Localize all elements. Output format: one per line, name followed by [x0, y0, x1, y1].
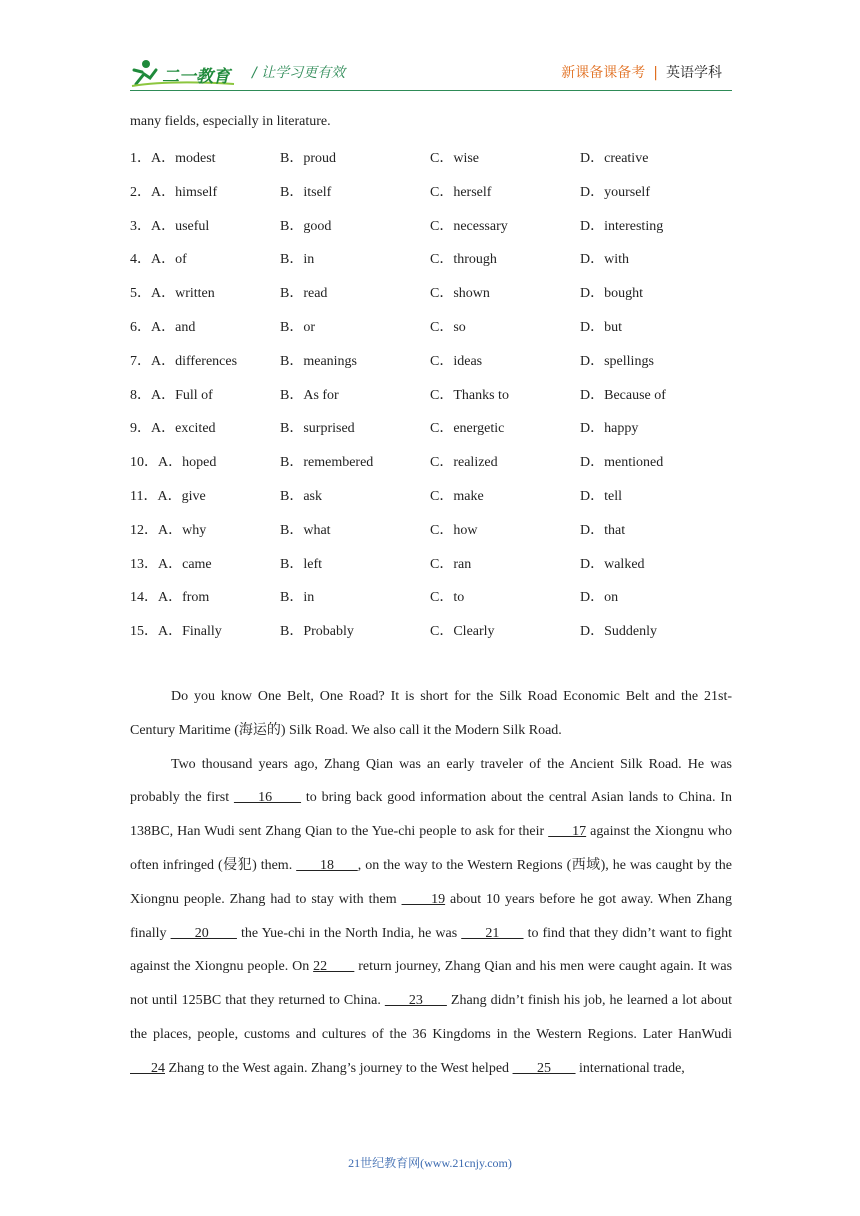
- intro-fragment: many fields, especially in literature.: [130, 114, 331, 129]
- passage-text: Zhang didn’t finish his job, he learned a lot about the places, people, customs and cultures of the 36 Kingdoms in the Western Regions. Later HanWudi: [130, 993, 733, 1042]
- option-row: [130, 147, 730, 167]
- option-a: 1．A．modest: [130, 151, 216, 166]
- option-c: C．so: [430, 320, 466, 335]
- option-c: C．ideas: [430, 353, 483, 369]
- passage-text: to bring back good information about the central Asian lands to China. In 138BC, Han Wudi sent Zhang Qian to the Yue-chi people to ask for their: [130, 790, 733, 840]
- passage-text: international trade,: [575, 1060, 685, 1076]
- option-b: B．itself: [280, 184, 332, 200]
- option-a: 8．A．Full of: [130, 387, 213, 403]
- option-a: 7．A．differences: [130, 353, 238, 369]
- option-row: [130, 620, 730, 640]
- option-b: B．left: [280, 556, 322, 572]
- option-a: 6．A．and: [130, 320, 196, 335]
- option-c: C．how: [430, 522, 478, 538]
- option-b: B．As for: [280, 387, 339, 403]
- option-c: C．realized: [430, 455, 498, 471]
- option-d: D．spellings: [580, 353, 654, 369]
- option-c: C．herself: [430, 184, 492, 200]
- answer-blank: 19: [401, 891, 446, 907]
- option-d: D．Suddenly: [580, 624, 657, 640]
- passage-text: the Yue-chi in the North India, he was: [236, 925, 462, 941]
- header-separator: |: [653, 65, 658, 81]
- passage-paragraph-1: Do you know One Belt, One Road? It is short for the Silk Road Economic Belt and the 21st-Century Maritime (海运的) Silk Road. We also call it the Modern Silk Road.: [130, 689, 732, 738]
- option-a: 5．A．written: [130, 286, 215, 302]
- option-row: [130, 248, 730, 268]
- option-d: D．mentioned: [580, 455, 664, 471]
- option-b: B．surprised: [280, 421, 355, 437]
- logo-text: 二一教育: [162, 67, 230, 87]
- option-a: 13．A．came: [130, 556, 212, 572]
- option-d: D．interesting: [580, 218, 664, 234]
- answer-blank: 21: [461, 925, 524, 941]
- option-c: C．Thanks to: [430, 387, 509, 403]
- option-d: D．bought: [580, 286, 643, 302]
- slogan: / 让学习更有效: [252, 65, 346, 81]
- option-d: D．with: [580, 252, 629, 268]
- option-d: D．on: [580, 590, 619, 606]
- option-b: B．Probably: [280, 624, 354, 640]
- option-a: 15．A．Finally: [130, 624, 222, 640]
- passage-text: to find that they didn’t want to fight against the Xiongnu people. On: [130, 925, 733, 975]
- header-subject-label: 英语学科: [666, 65, 722, 81]
- option-row: [130, 215, 730, 235]
- option-b: B．in: [280, 590, 315, 606]
- option-c: C．ran: [430, 556, 472, 572]
- option-b: B．or: [280, 320, 315, 335]
- option-b: B．in: [280, 252, 315, 268]
- option-c: C．necessary: [430, 218, 508, 234]
- answer-blank: 20: [170, 925, 237, 941]
- option-row: [130, 181, 730, 201]
- option-b: B．proud: [280, 151, 336, 166]
- passage-text: Two thousand years ago, Zhang Qian was an early traveler of the Ancient Silk Road. He was probably the first: [130, 756, 732, 806]
- option-c: C．Clearly: [430, 624, 495, 640]
- page-header: [130, 56, 730, 92]
- passage-text: against the Xiongnu who often infringed (侵犯) them.: [130, 824, 732, 873]
- option-d: D．walked: [580, 556, 645, 572]
- option-row: [130, 485, 730, 505]
- option-row: [130, 282, 730, 302]
- answer-blank: 16: [233, 790, 302, 806]
- option-row: [130, 553, 730, 573]
- option-d: D．yourself: [580, 184, 650, 200]
- option-b: B．remembered: [280, 455, 374, 471]
- option-a: 3．A．useful: [130, 218, 210, 234]
- option-a: 4．A．of: [130, 252, 187, 268]
- option-row: [130, 586, 730, 606]
- header-divider: [130, 90, 732, 91]
- option-b: B．meanings: [280, 353, 357, 369]
- answer-blank: 17: [548, 824, 587, 840]
- option-c: C．make: [430, 489, 484, 504]
- option-a: 12．A．why: [130, 522, 207, 538]
- option-c: C．to: [430, 590, 465, 606]
- answer-blank: 24: [130, 1060, 165, 1076]
- header-subject: [561, 62, 722, 82]
- option-a: 11．A．give: [130, 489, 206, 504]
- option-b: B．read: [280, 286, 328, 302]
- option-row: [130, 519, 730, 539]
- passage-text: return journey, Zhang Qian and his men were caught again. It was not until 125BC that they returned to China.: [130, 959, 733, 1009]
- option-c: C．through: [430, 252, 497, 268]
- passage-text: Zhang to the West again. Zhang’s journey to the West helped: [165, 1060, 513, 1076]
- option-row: [130, 384, 730, 404]
- option-c: C．wise: [430, 151, 479, 166]
- header-course-label: 新课备课备考: [561, 65, 646, 81]
- answer-blank: 18: [296, 857, 358, 873]
- option-d: D．but: [580, 320, 622, 335]
- option-d: D．creative: [580, 151, 649, 166]
- option-b: B．good: [280, 218, 332, 234]
- answer-blank: 25: [512, 1060, 576, 1076]
- option-a: 9．A．excited: [130, 421, 216, 437]
- option-d: D．that: [580, 522, 626, 538]
- option-c: C．shown: [430, 286, 490, 302]
- option-d: D．happy: [580, 421, 639, 437]
- option-b: B．what: [280, 522, 331, 538]
- option-a: 10．A．hoped: [130, 455, 217, 471]
- page-footer: 21世纪教育网(www.21cnjy.com): [348, 1156, 512, 1170]
- option-row: [130, 350, 730, 370]
- option-row: [130, 316, 730, 336]
- option-b: B．ask: [280, 489, 322, 504]
- option-a: 2．A．himself: [130, 184, 218, 200]
- passage-text: about 10 years before he got away. When Zhang finally: [130, 891, 732, 941]
- option-row: [130, 451, 730, 471]
- passage-paragraph-2: [130, 748, 732, 1086]
- option-d: D．tell: [580, 489, 622, 504]
- passage-text: , on the way to the Western Regions (西域), he was caught by the Xiongnu people. Zhang had to stay with them: [130, 857, 733, 907]
- option-a: 14．A．from: [130, 590, 210, 606]
- option-c: C．energetic: [430, 421, 505, 437]
- passage: [130, 680, 732, 1086]
- answer-blank: 23: [384, 993, 447, 1009]
- option-d: D．Because of: [580, 387, 666, 403]
- option-row: [130, 417, 730, 437]
- answer-blank: 22: [313, 959, 355, 975]
